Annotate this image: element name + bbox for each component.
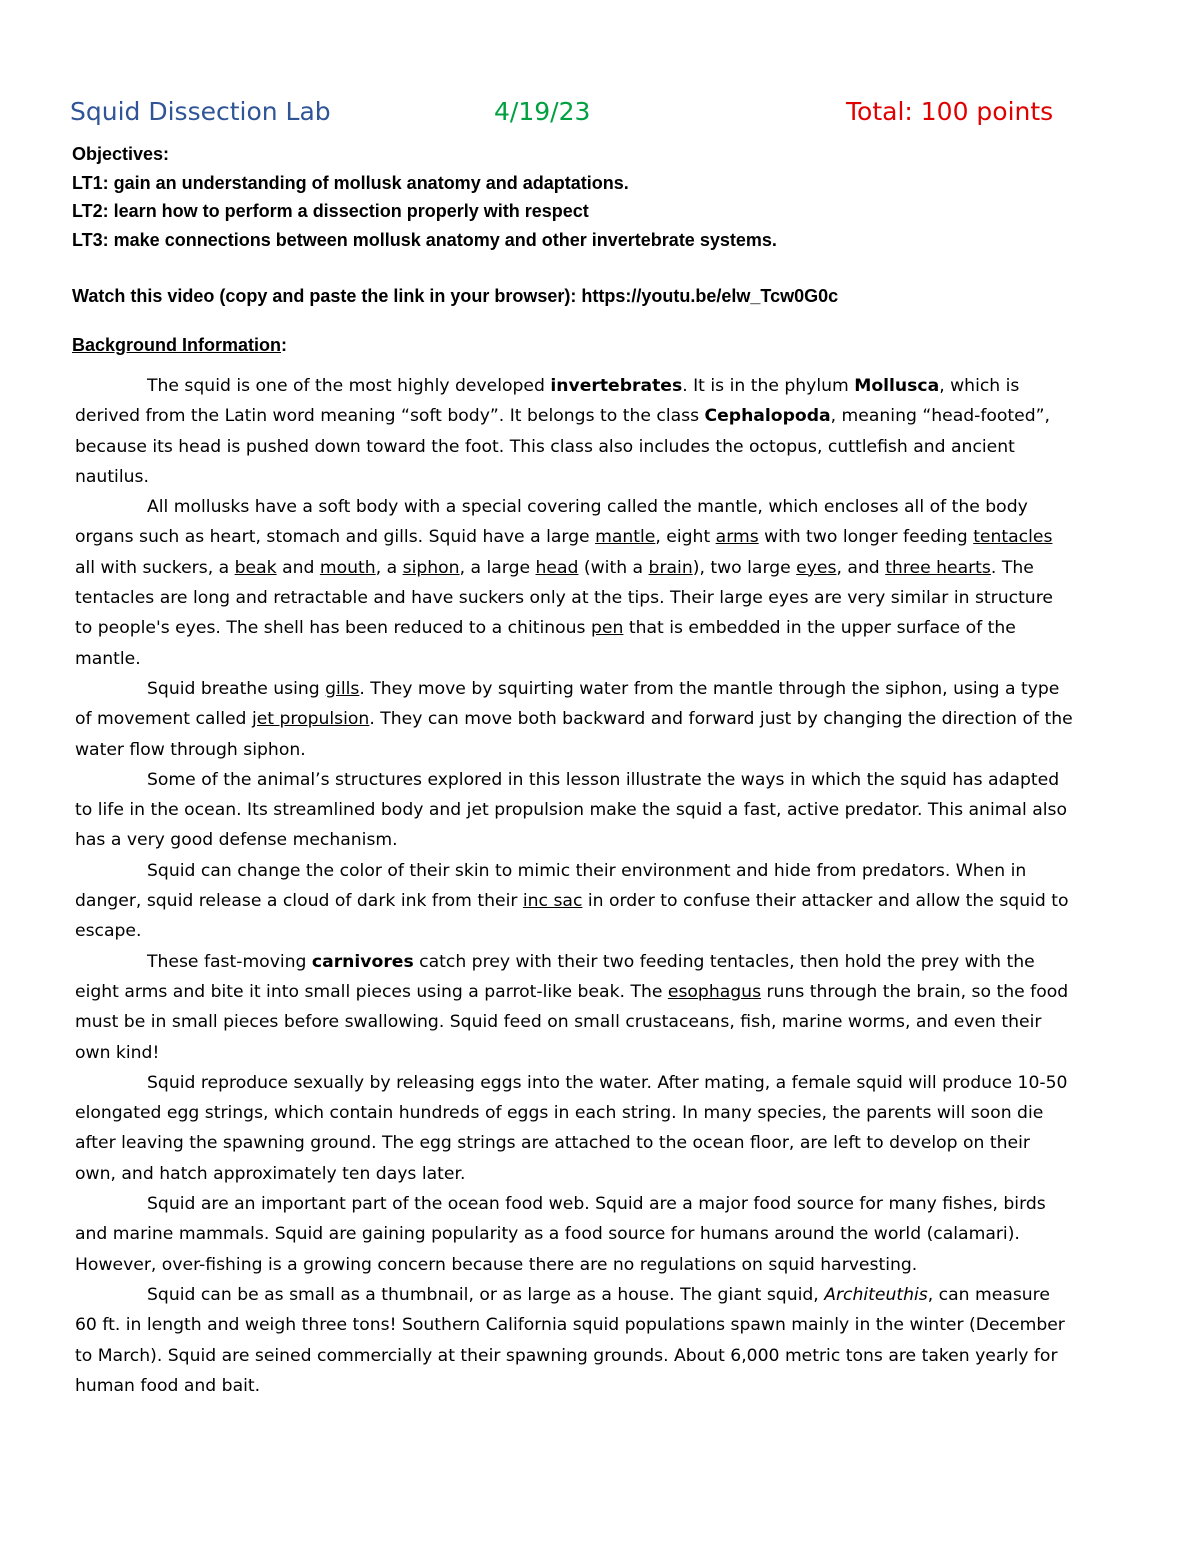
term-siphon: siphon xyxy=(402,557,460,578)
term-head: head xyxy=(535,557,579,578)
text: , and xyxy=(836,557,886,578)
objectives-section xyxy=(72,140,1152,311)
text: in order to confuse their attacker and allow the squid to escape. xyxy=(75,891,1069,942)
term-three-hearts: three hearts xyxy=(885,557,991,578)
objective-item: LT2: learn how to perform a dissection properly with respect xyxy=(72,201,589,221)
text: all with suckers, a xyxy=(75,557,235,578)
text: with two longer feeding xyxy=(758,527,974,548)
text: , a large xyxy=(459,557,536,578)
term-invertebrates: invertebrates xyxy=(550,376,683,396)
text: , can measure 60 ft. in length and weigh three tons! Southern California squid populations spawn mainly in the winter (December to March). Squid are seined commercially at their spawning grounds. About 6,000 metric tons are taken yearly for human food and bait. xyxy=(75,1284,1065,1396)
text: that is embedded in the upper surface of the mantle. xyxy=(75,618,1016,669)
background-heading xyxy=(72,335,287,356)
term-architeuthis: Architeuthis xyxy=(824,1284,928,1305)
text: , meaning “head-footed”, because its head is pushed down toward the foot. This class also includes the octopus, cuttlefish and ancient nautilus. xyxy=(75,406,1051,487)
text: catch prey with their two feeding tentacles, then hold the prey with the eight arms and bite it into small pieces using a parrot-like beak. The xyxy=(75,951,1035,1002)
spacer xyxy=(72,254,1152,282)
paragraph: Some of the animal’s structures explored in this lesson illustrate the ways in which the squid has adapted to life in the ocean. Its streamlined body and jet propulsion make the squid a fast, active predator. This animal also has a very good defense mechanism. xyxy=(75,769,1068,851)
paragraph: Squid reproduce sexually by releasing eggs into the water. After mating, a female squid will produce 10-50 elongated egg strings, which contain hundreds of eggs in each string. In many species, the parents will soon die after leaving the spawning ground. The egg strings are attached to the ocean floor, are left to develop on their own, and hatch approximately ten days later. xyxy=(75,1072,1068,1184)
term-esophagus: esophagus xyxy=(667,981,762,1002)
paragraph xyxy=(75,856,1075,947)
term-pen: pen xyxy=(590,618,624,639)
text: runs through the brain, so the food must be in small pieces before swallowing. Squid feed on small crustaceans, fish, marine worms, and even their own kind! xyxy=(75,981,1069,1063)
text: All mollusks have a soft body with a special covering called the mantle, which encloses all of the body organs such as heart, stomach and gills. Squid have a large xyxy=(75,497,1028,548)
text: , which is derived from the Latin word meaning “soft body”. It belongs to the class xyxy=(75,376,1020,427)
term-carnivores: carnivores xyxy=(311,951,414,972)
text: , a xyxy=(375,557,403,578)
background-body xyxy=(75,371,1075,1401)
text: These fast-moving xyxy=(147,951,312,972)
text: Squid can be as small as a thumbnail, or as large as a house. The giant squid, xyxy=(147,1284,825,1305)
background-heading-text: Background Information xyxy=(72,335,282,355)
term-mollusca: Mollusca xyxy=(854,376,940,396)
text: . It is in the phylum xyxy=(682,376,855,396)
term-jet-propulsion: jet propulsion xyxy=(251,709,370,730)
term-brain: brain xyxy=(648,557,693,578)
term-beak: beak xyxy=(234,557,277,578)
objectives-heading: Objectives: xyxy=(72,144,170,164)
term-mouth: mouth xyxy=(319,557,376,578)
page-header xyxy=(70,97,1070,137)
text: Squid breathe using xyxy=(147,678,326,699)
term-cephalopoda: Cephalopoda xyxy=(704,406,831,427)
objective-item: LT3: make connections between mollusk anatomy and other invertebrate systems. xyxy=(72,229,777,250)
paragraph xyxy=(75,674,1075,765)
term-arms: arms xyxy=(715,527,759,548)
lab-title: Squid Dissection Lab xyxy=(70,97,331,126)
text: Squid can change the color of their skin to mimic their environment and hide from predators. When in danger, squid release a cloud of dark ink from their xyxy=(75,860,1027,912)
paragraph xyxy=(75,371,1075,492)
paragraph xyxy=(75,947,1075,1068)
term-eyes: eyes xyxy=(796,557,837,578)
text: and xyxy=(276,557,320,578)
text: . The tentacles are long and retractable and have suckers only at the tips. Their large eyes are very similar in structure to people's eyes. The shell has been reduced to a chitinous xyxy=(75,557,1053,639)
text: . They can move both backward and forward just by changing the direction of the water flow through siphon. xyxy=(75,709,1073,760)
total-points: Total: 100 points xyxy=(846,97,1054,126)
lab-date: 4/19/23 xyxy=(494,97,591,126)
paragraph xyxy=(75,492,1075,674)
term-mantle: mantle xyxy=(595,527,656,548)
background-heading-colon: : xyxy=(281,335,288,355)
paragraph xyxy=(75,1280,1075,1401)
term-tentacles: tentacles xyxy=(973,527,1053,548)
paragraph: Squid are an important part of the ocean food web. Squid are a major food source for many fishes, birds and marine mammals. Squid are gaining popularity as a food source for humans around the world (calamari). However, over-fishing is a growing concern because there are no regulations on squid harvesting. xyxy=(75,1194,1046,1275)
term-inc-sac: inc sac xyxy=(522,891,583,912)
text: , eight xyxy=(655,527,716,548)
text: ), two large xyxy=(692,557,797,578)
text: The squid is one of the most highly developed xyxy=(147,376,551,396)
text: . They move by squirting water from the mantle through the siphon, using a type of movement called xyxy=(75,678,1060,730)
video-instruction: Watch this video (copy and paste the link in your browser): https://youtu.be/elw_Tcw0G0c xyxy=(72,286,839,306)
text: (with a xyxy=(578,557,649,578)
term-gills: gills xyxy=(325,678,360,699)
objective-item: LT1: gain an understanding of mollusk anatomy and adaptations. xyxy=(72,172,629,193)
